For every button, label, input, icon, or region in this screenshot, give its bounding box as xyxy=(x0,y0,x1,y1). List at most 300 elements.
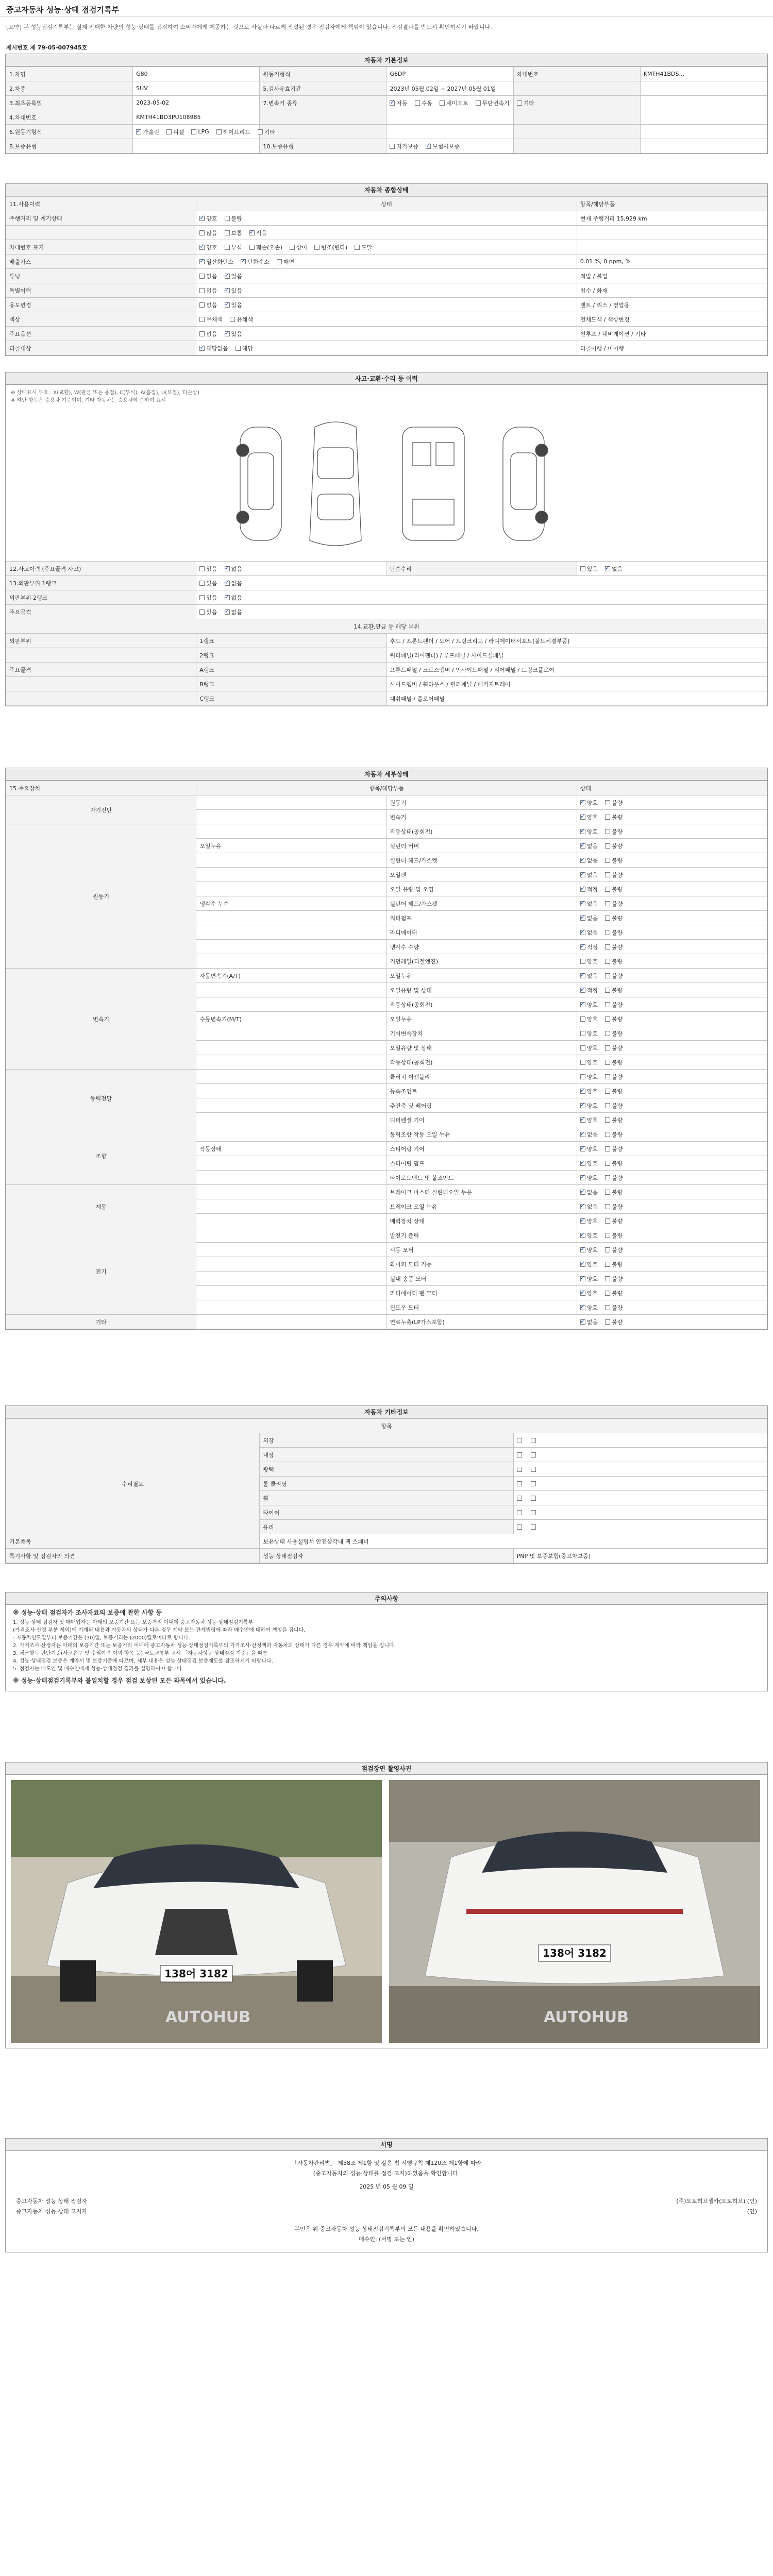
detail-state-options xyxy=(580,1058,764,1066)
basic-label: 6.원동기형식 xyxy=(6,125,133,139)
rank-option[interactable] xyxy=(225,579,242,587)
checkbox-icon xyxy=(580,1190,585,1195)
detail-item: 스티어링 기어 xyxy=(386,1142,577,1156)
checkbox-icon xyxy=(605,800,610,805)
checkbox-icon xyxy=(277,259,282,264)
general-option[interactable] xyxy=(225,272,242,280)
basic-value: 2023-05-02 xyxy=(133,96,260,110)
checkbox-icon xyxy=(355,245,360,250)
checkbox-icon xyxy=(517,1438,522,1443)
detail-state-option[interactable] xyxy=(580,827,598,836)
detail-state-option[interactable] xyxy=(580,1246,598,1254)
detail-sub xyxy=(196,1185,386,1199)
checkbox-icon xyxy=(605,901,610,906)
basic-value xyxy=(133,125,276,139)
checkbox-icon xyxy=(605,887,610,892)
detail-state-option[interactable] xyxy=(605,885,623,893)
detail-state-option[interactable] xyxy=(605,943,623,951)
detail-state-option-label: 불량 xyxy=(612,1203,623,1210)
sign-statement-1: 「자동차관리법」 제58조 제1항 및 같은 법 시행규칙 제120조 제1항에 따라 xyxy=(291,2160,482,2166)
rank-option[interactable] xyxy=(225,608,242,616)
other-option[interactable] xyxy=(517,1510,524,1515)
detail-state xyxy=(577,1243,767,1257)
general-option[interactable] xyxy=(277,258,294,266)
detail-state-option[interactable] xyxy=(605,1044,623,1052)
other-option[interactable] xyxy=(531,1438,537,1443)
checkbox-icon xyxy=(580,800,585,805)
general-option-label: 없음 xyxy=(206,273,217,280)
detail-state-option[interactable] xyxy=(580,957,598,965)
checkbox-icon xyxy=(216,129,222,134)
warranty-option[interactable] xyxy=(426,142,460,150)
basic-label: 7.변속기 종류 xyxy=(260,96,386,110)
detail-state-option-label: 불량 xyxy=(612,1015,623,1023)
general-option[interactable] xyxy=(249,229,267,237)
checkbox-icon xyxy=(199,245,205,250)
general-option-label: 해당없음 xyxy=(206,345,228,352)
fuel-option[interactable] xyxy=(191,128,209,135)
general-option[interactable] xyxy=(225,243,242,251)
detail-state xyxy=(577,1185,767,1199)
general-detail: 0.01 %, 0 ppm, % xyxy=(577,255,767,269)
checkbox-icon xyxy=(580,815,585,820)
detail-item: 스티어링 펌프 xyxy=(386,1156,577,1171)
other-option[interactable] xyxy=(531,1524,537,1530)
detail-state-option[interactable] xyxy=(580,1260,598,1268)
accident-option[interactable] xyxy=(225,565,242,573)
detail-state-option[interactable] xyxy=(605,914,623,922)
opinion-mid: 성능·상태점검자 xyxy=(260,1549,513,1563)
checkbox-icon xyxy=(605,1305,610,1310)
detail-state-option[interactable] xyxy=(580,1174,598,1182)
checkbox-icon xyxy=(249,230,255,235)
detail-state-option[interactable] xyxy=(605,799,623,807)
general-option[interactable] xyxy=(225,330,242,338)
accident-legend: ※ 상태표시 부호 : X(교환), W(판금 또는 용접), C(부식), A(흠집), U(요철), T(손상) xyxy=(11,390,199,396)
general-detail: 리콜이행 / 미이행 xyxy=(577,341,767,355)
detail-state-option[interactable] xyxy=(580,1188,598,1196)
front-plate: 138어 3182 xyxy=(164,1968,228,1980)
detail-state-option[interactable] xyxy=(580,1001,598,1009)
detail-state-option-label: 불량 xyxy=(612,1131,623,1138)
transmission-option[interactable] xyxy=(476,99,510,107)
general-option-label: 해당 xyxy=(242,345,254,352)
detail-state-option[interactable] xyxy=(605,1130,623,1139)
detail-state-option[interactable] xyxy=(605,900,623,908)
rank-option-label: 없음 xyxy=(231,608,242,616)
detail-part-heading: 14.교환,판금 등 해당 부위 xyxy=(6,619,767,634)
rank-options xyxy=(199,579,764,587)
sign-inspector-name: (주)오토허브셀카(오토허브) (인) xyxy=(676,2198,757,2205)
detail-state-option[interactable] xyxy=(580,1087,598,1095)
general-option[interactable] xyxy=(236,344,253,352)
detail-state-option[interactable] xyxy=(580,1217,598,1225)
general-option[interactable] xyxy=(225,286,242,295)
detail-state xyxy=(577,1300,767,1315)
detail-state xyxy=(577,1012,767,1026)
detail-state-option[interactable] xyxy=(605,1289,623,1297)
detail-state-option[interactable] xyxy=(580,986,598,994)
checkbox-icon xyxy=(199,609,205,615)
general-option[interactable] xyxy=(199,286,217,295)
detail-state-option[interactable] xyxy=(605,1260,623,1268)
rank-option[interactable] xyxy=(199,579,217,587)
detail-state-option[interactable] xyxy=(580,1029,598,1038)
checkbox-icon xyxy=(241,259,246,264)
basic-value xyxy=(386,96,534,110)
detail-state-option-label: 양호 xyxy=(586,1059,598,1066)
detail-state-option-label: 양호 xyxy=(586,1044,598,1052)
detail-state-option[interactable] xyxy=(580,928,598,937)
detail-state-option[interactable] xyxy=(580,972,598,980)
other-options xyxy=(517,1438,764,1443)
detail-state-option[interactable] xyxy=(605,1246,623,1254)
rank-option[interactable] xyxy=(199,594,217,602)
rank-parts: 쿼터패널(리어펜더) / 루프패널 / 사이드실패널 xyxy=(386,648,767,663)
general-option[interactable] xyxy=(199,344,228,352)
detail-state-option[interactable] xyxy=(580,871,598,879)
checkbox-icon xyxy=(199,317,205,322)
general-option[interactable] xyxy=(199,258,233,266)
other-item: 타이어 xyxy=(260,1505,513,1520)
checkbox-icon xyxy=(390,144,395,149)
basic-label xyxy=(260,110,386,125)
detail-state xyxy=(577,882,767,896)
checkbox-icon xyxy=(415,100,420,106)
detail-section xyxy=(5,768,768,1330)
detail-state-option[interactable] xyxy=(605,928,623,937)
detail-state-option[interactable] xyxy=(580,1015,598,1023)
detail-sub xyxy=(196,1214,386,1228)
detail-state-option[interactable] xyxy=(605,1318,623,1326)
detail-state-option[interactable] xyxy=(605,1174,623,1182)
notes-line: (가격조사·산정 부분 제외)에 기재된 내용과 자동차의 상태가 다른 경우 계약 또는 관계법령에 따라 매수인에 대하여 책임을 집니다. xyxy=(13,1628,306,1633)
detail-state-option[interactable] xyxy=(605,1202,623,1211)
transmission-option[interactable] xyxy=(415,99,432,107)
transmission-option[interactable] xyxy=(390,99,407,107)
rank-group: 외판부위 xyxy=(6,634,196,648)
detail-state-option[interactable] xyxy=(580,799,598,807)
fuel-option[interactable] xyxy=(258,128,275,136)
detail-sub xyxy=(196,810,386,824)
detail-state-option[interactable] xyxy=(580,900,598,908)
sign-notifier-label: 중고자동차 성능·상태 고지자 xyxy=(16,2208,88,2215)
general-option-label: 많음 xyxy=(206,229,217,236)
detail-state-option[interactable] xyxy=(605,813,623,821)
other-option[interactable] xyxy=(531,1496,537,1501)
fuel-option-label: 디젤 xyxy=(173,128,184,135)
notes-line: 5. 점검자는 매도인 및 매수인에게 성능·상태점검 결과를 설명하여야 합니다. xyxy=(13,1666,184,1672)
rank-name: 2랭크 xyxy=(196,648,386,663)
accident-option[interactable] xyxy=(199,565,217,573)
general-option[interactable] xyxy=(199,243,217,251)
detail-state-option[interactable] xyxy=(580,1231,598,1240)
detail-group: 조향 xyxy=(6,1127,196,1185)
general-option[interactable] xyxy=(355,243,372,251)
rank-parts: 후드 / 프론트펜더 / 도어 / 트렁크리드 / 라디에이터서포트(볼트체결부품) xyxy=(386,634,767,648)
detail-state-option[interactable] xyxy=(580,1303,598,1312)
general-state xyxy=(196,283,577,298)
checkbox-icon xyxy=(249,245,255,250)
detail-state-options xyxy=(580,1318,764,1326)
detail-state xyxy=(577,1055,767,1070)
other-options xyxy=(517,1496,764,1501)
detail-state-option[interactable] xyxy=(605,972,623,980)
detail-state-options xyxy=(580,856,764,865)
checkbox-icon xyxy=(580,843,585,849)
detail-state-option[interactable] xyxy=(580,1058,598,1066)
detail-state-option-label: 양호 xyxy=(586,1116,598,1124)
detail-state-option[interactable] xyxy=(605,827,623,836)
basic-value xyxy=(386,110,513,125)
detail-state-option[interactable] xyxy=(605,1303,623,1312)
detail-state-option[interactable] xyxy=(580,856,598,865)
checkbox-icon xyxy=(517,1510,522,1515)
rank-option[interactable] xyxy=(199,608,217,616)
fuel-options xyxy=(136,128,276,136)
other-option[interactable] xyxy=(531,1467,537,1472)
detail-state-option[interactable] xyxy=(605,1275,623,1283)
detail-item: 실린더 헤드/가스켓 xyxy=(386,896,577,911)
detail-state-option[interactable] xyxy=(605,1101,623,1110)
general-row xyxy=(6,341,767,355)
detail-state-option[interactable] xyxy=(580,1116,598,1124)
checkbox-icon xyxy=(605,1146,610,1151)
other-options xyxy=(517,1452,764,1458)
detail-state xyxy=(577,1199,767,1214)
checkbox-icon xyxy=(199,274,205,279)
detail-state-option[interactable] xyxy=(605,1116,623,1124)
basic-items-value: 보유상태 사용설명서 안전삼각대 잭 스패너 xyxy=(260,1534,767,1549)
detail-state-option[interactable] xyxy=(605,1015,623,1023)
sign-heading: 서명 xyxy=(6,2139,767,2151)
detail-state-option[interactable] xyxy=(605,1231,623,1240)
general-item xyxy=(6,226,196,240)
notes-line: - 자동차인도일부터 보증기간은 (30)일, 보증거리는 (2000)킬로미터로 합니다. xyxy=(13,1635,190,1641)
detail-state-option-label: 없음 xyxy=(586,1189,598,1196)
general-options xyxy=(199,301,574,309)
detail-state-options xyxy=(580,1116,764,1124)
other-option[interactable] xyxy=(517,1452,524,1458)
checkbox-icon xyxy=(605,566,610,571)
rank-label: 외판부위 2랭크 xyxy=(6,590,196,605)
detail-group: 기타 xyxy=(6,1315,196,1329)
detail-state xyxy=(577,911,767,925)
front-brand: AUTOHUB xyxy=(165,2008,250,2026)
general-option[interactable] xyxy=(225,301,242,309)
detail-state xyxy=(577,1041,767,1055)
detail-state-option[interactable] xyxy=(605,1058,623,1066)
general-option[interactable] xyxy=(199,301,217,309)
detail-state-option[interactable] xyxy=(605,1029,623,1038)
general-option[interactable] xyxy=(230,315,253,324)
detail-state-option[interactable] xyxy=(605,871,623,879)
basic-label: 8.보증유형 xyxy=(6,139,133,154)
detail-state-option[interactable] xyxy=(605,1159,623,1167)
detail-state-option[interactable] xyxy=(580,1275,598,1283)
checkbox-icon xyxy=(580,916,585,921)
checkbox-icon xyxy=(225,609,230,615)
simple-repair-option-label: 없음 xyxy=(612,565,623,572)
detail-state-option[interactable] xyxy=(580,1318,598,1326)
detail-sub xyxy=(196,1098,386,1113)
detail-state-option-label: 불량 xyxy=(612,1102,623,1109)
detail-state-option[interactable] xyxy=(580,885,598,893)
basic-row xyxy=(6,81,767,96)
general-option[interactable] xyxy=(225,229,242,237)
detail-sub xyxy=(196,1127,386,1142)
detail-state-option-label: 양호 xyxy=(586,1160,598,1167)
detail-state-option-label: 양호 xyxy=(586,1088,598,1095)
general-options xyxy=(199,258,574,266)
buyer-statement: 본인은 위 중고자동차 성능·상태점검기록부의 모든 내용을 확인하였습니다. xyxy=(294,2226,479,2232)
detail-state xyxy=(577,1026,767,1041)
accident-option-label: 있음 xyxy=(206,565,217,572)
detail-state-option[interactable] xyxy=(605,856,623,865)
checkbox-icon xyxy=(517,100,522,106)
other-option[interactable] xyxy=(517,1496,524,1501)
detail-state-option[interactable] xyxy=(580,914,598,922)
checkbox-icon xyxy=(605,815,610,820)
rank-option[interactable] xyxy=(225,594,242,602)
detail-sub xyxy=(196,868,386,882)
general-option[interactable] xyxy=(225,214,242,223)
detail-state-option-label: 양호 xyxy=(586,1073,598,1080)
detail-state-option[interactable] xyxy=(580,1289,598,1297)
other-option[interactable] xyxy=(517,1524,524,1530)
detail-state-option-label: 불량 xyxy=(612,814,623,821)
detail-state-option[interactable] xyxy=(605,1188,623,1196)
transmission-option-label: 기타 xyxy=(523,99,534,107)
rank-state xyxy=(196,605,767,619)
general-option[interactable] xyxy=(199,315,223,324)
fuel-option[interactable] xyxy=(216,128,250,136)
detail-state xyxy=(577,795,767,810)
detail-state-option[interactable] xyxy=(580,943,598,951)
general-option[interactable] xyxy=(199,272,217,280)
checkbox-icon xyxy=(580,959,585,964)
detail-state-option[interactable] xyxy=(605,1145,623,1153)
detail-state-option[interactable] xyxy=(605,1073,623,1081)
other-item: 광택 xyxy=(260,1462,513,1477)
detail-item: 추진축 및 베어링 xyxy=(386,1098,577,1113)
detail-state-option-label: 불량 xyxy=(612,1189,623,1196)
rear-brand: AUTOHUB xyxy=(544,2008,629,2026)
general-option[interactable] xyxy=(241,258,270,266)
fuel-option[interactable] xyxy=(166,128,184,136)
rank-state xyxy=(196,590,767,605)
checkbox-icon xyxy=(199,346,205,351)
other-option[interactable] xyxy=(531,1510,537,1515)
other-option[interactable] xyxy=(517,1438,524,1443)
checkbox-icon xyxy=(605,1074,610,1079)
checkbox-icon xyxy=(605,1031,610,1036)
detail-state-options xyxy=(580,972,764,980)
warranty-option[interactable] xyxy=(390,142,418,150)
detail-state-option[interactable] xyxy=(580,1044,598,1052)
general-option[interactable] xyxy=(199,330,217,338)
detail-state-option[interactable] xyxy=(605,986,623,994)
other-heading: 자동차 기타정보 xyxy=(6,1406,767,1418)
checkbox-icon xyxy=(580,1291,585,1296)
accident-option-label: 없음 xyxy=(231,565,242,572)
checkbox-icon xyxy=(605,1002,610,1007)
detail-state-options xyxy=(580,1202,764,1211)
basic-label: 차대번호 xyxy=(513,67,640,81)
other-option[interactable] xyxy=(531,1452,537,1458)
other-option[interactable] xyxy=(517,1467,524,1472)
detail-state xyxy=(577,1127,767,1142)
detail-state-option[interactable] xyxy=(605,957,623,965)
rank-parts: 사이드멤버 / 휠하우스 / 필러패널 / 패키지트레이 xyxy=(386,677,767,691)
detail-state-option-label: 양호 xyxy=(586,799,598,806)
detail-state-option[interactable] xyxy=(580,1073,598,1081)
detail-state xyxy=(577,839,767,853)
general-item: 리콜대상 xyxy=(6,341,196,355)
other-option[interactable] xyxy=(531,1481,537,1486)
other-option[interactable] xyxy=(517,1481,524,1486)
general-item: 색상 xyxy=(6,312,196,327)
transmission-option[interactable] xyxy=(440,99,468,107)
simple-repair-option[interactable] xyxy=(580,565,598,573)
general-col-item: 11.사용이력 xyxy=(6,197,196,211)
detail-state-option-label: 불량 xyxy=(612,914,623,922)
general-row xyxy=(6,269,767,283)
general-option[interactable] xyxy=(199,229,217,237)
detail-state-option[interactable] xyxy=(580,1145,598,1153)
checkbox-icon xyxy=(199,302,205,308)
detail-state xyxy=(577,824,767,839)
fuel-option[interactable] xyxy=(136,128,159,136)
simple-repair-option[interactable] xyxy=(605,565,623,573)
checkbox-icon xyxy=(580,1218,585,1224)
other-col: 항목 xyxy=(6,1419,767,1433)
detail-state-option[interactable] xyxy=(580,1130,598,1139)
checkbox-icon xyxy=(199,230,205,235)
detail-state-option[interactable] xyxy=(605,1001,623,1009)
detail-state-option[interactable] xyxy=(580,813,598,821)
detail-state-option[interactable] xyxy=(605,1217,623,1225)
detail-state-option[interactable] xyxy=(580,1159,598,1167)
general-option-label: 도말 xyxy=(361,244,373,251)
general-option[interactable] xyxy=(199,214,217,223)
transmission-option[interactable] xyxy=(517,99,534,107)
general-option[interactable] xyxy=(290,243,307,251)
detail-state-option[interactable] xyxy=(580,1101,598,1110)
checkbox-icon xyxy=(136,129,141,134)
detail-item: 윈도우 모터 xyxy=(386,1300,577,1315)
detail-state-option[interactable] xyxy=(580,842,598,850)
detail-state-option-label: 불량 xyxy=(612,1160,623,1167)
detail-state-option[interactable] xyxy=(605,842,623,850)
warranty-option-label: 보험사보증 xyxy=(432,143,460,150)
detail-state-option[interactable] xyxy=(580,1202,598,1211)
checkbox-icon xyxy=(605,1291,610,1296)
general-option-label: 있음 xyxy=(231,301,242,309)
detail-state-option-label: 양호 xyxy=(586,1232,598,1239)
checkbox-icon xyxy=(605,1117,610,1123)
detail-state-option[interactable] xyxy=(605,1087,623,1095)
checkbox-icon xyxy=(517,1481,522,1486)
other-state xyxy=(513,1505,767,1520)
detail-state-option-label: 없음 xyxy=(586,842,598,850)
general-option[interactable] xyxy=(249,243,282,251)
checkbox-icon xyxy=(605,944,610,950)
detail-state-option-label: 불량 xyxy=(612,972,623,979)
notes-line: 4. 성능·상태점검 보증은 계약서 및 보증기준에 따르며, 세부 내용은 성능·상태점검 보증제도를 참조하시기 바랍니다. xyxy=(13,1658,273,1664)
general-option[interactable] xyxy=(314,243,347,251)
other-state xyxy=(513,1433,767,1448)
